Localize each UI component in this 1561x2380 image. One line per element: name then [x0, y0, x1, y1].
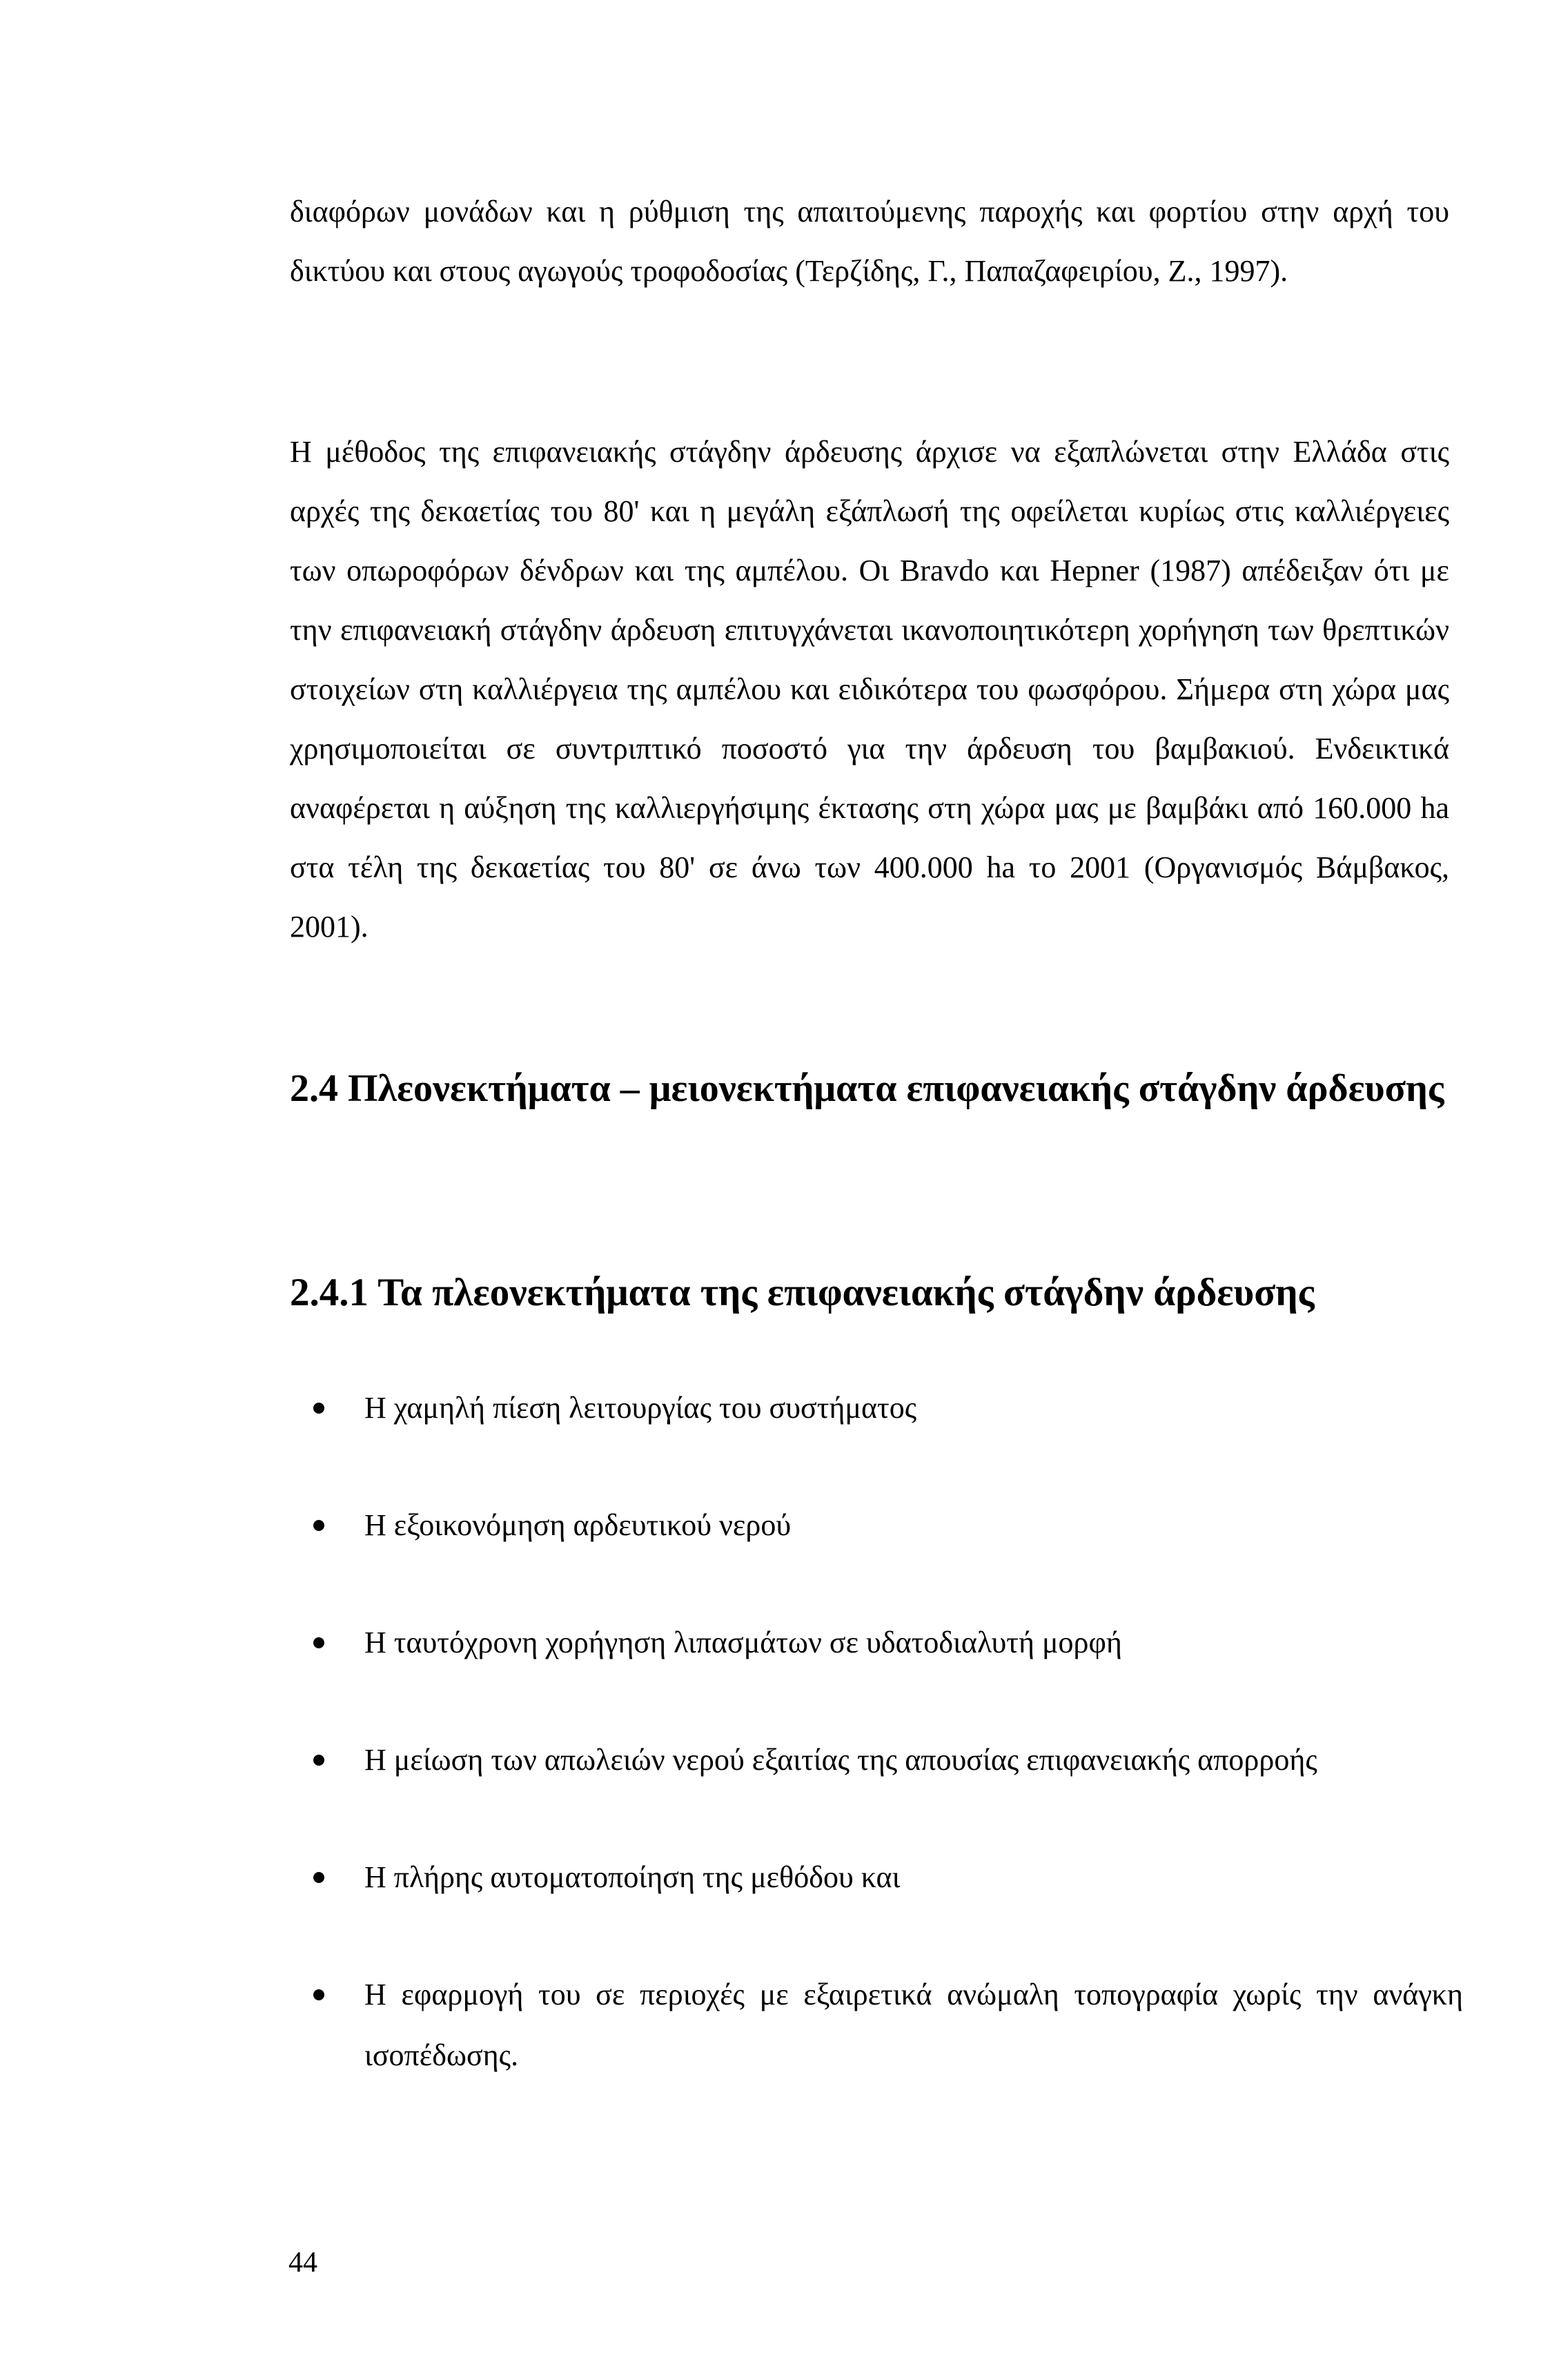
list-item-text: Η μείωση των απωλειών νερού εξαιτίας της απουσίας επιφανειακής απορροής [364, 1743, 1317, 1777]
bullet-icon [313, 1755, 324, 1766]
list-item-text: Η χαμηλή πίεση λειτουργίας του συστήματος [364, 1391, 917, 1425]
advantages-list [290, 1378, 1463, 2086]
list-item-text: Η ταυτόχρονη χορήγηση λιπασμάτων σε υδατοδιαλυτή μορφή [364, 1626, 1122, 1659]
page-number: 44 [288, 2247, 317, 2279]
bullet-icon [313, 1989, 324, 2000]
bullet-icon [313, 1872, 324, 1883]
bullet-icon [313, 1403, 324, 1414]
list-item-text: Η πλήρης αυτοματοποίηση της μεθόδου και [364, 1860, 901, 1894]
list-item [290, 1495, 1463, 1556]
body-paragraph-drip-irrigation-history: Η μέθοδος της επιφανειακής στάγδην άρδευσης άρχισε να εξαπλώνεται στην Ελλάδα στις αρχές της δεκαετίας του 80' και η μεγάλη εξάπλωσή της οφείλεται κυρίως στις καλλιέργειες των οπωροφόρων δένδρων και της αμπέλου. Οι Bravdo και Hepner (1987) απέδειξαν ότι με την επιφανειακή στάγδην άρδευση επιτυγχάνεται ικανοποιητικότερη χορήγηση των θρεπτικών στοιχείων στη καλλιέργεια της αμπέλου και ειδικότερα του φωσφόρου. Σήμερα στη χώρα μας χρησιμοποιείται σε συντριπτικό ποσοστό για την άρδευση του βαμβακιού. Ενδεικτικά αναφέρεται η αύξηση της καλλιεργήσιμης έκτασης στη χώρα μας με βαμβάκι από 160.000 ha στα τέλη της δεκαετίας του 80' σε άνω των 400.000 ha το 2001 (Οργανισμός Βάμβακος, 2001). [290, 435, 1449, 944]
body-paragraph-continuation: διαφόρων μονάδων και η ρύθμιση της απαιτούμενης παροχής και φορτίου στην αρχή του δικτύου και στους αγωγούς τροφοδοσίας (Τερζίδης, Γ., Παπαζαφειρίου, Ζ., 1997). [290, 195, 1449, 288]
list-item [290, 1847, 1463, 1908]
list-item [290, 1378, 1463, 1438]
list-item [290, 1730, 1463, 1791]
list-item-text: Η εξοικονόμηση αρδευτικού νερού [364, 1508, 792, 1542]
subsection-heading: 2.4.1 Τα πλεονεκτήματα της επιφανειακής στάγδην άρδευσης [290, 1271, 1315, 1314]
bullet-icon [313, 1520, 324, 1531]
list-item [290, 1964, 1463, 2086]
section-heading: 2.4 Πλεονεκτήματα – μειονεκτήματα επιφανειακής στάγδην άρδευσης [290, 1067, 1444, 1110]
bullet-icon [313, 1637, 324, 1648]
list-item-text: Η εφαρμογή του σε περιοχές με εξαιρετικά ανώμαλη τοπογραφία χωρίς την ανάγκη ισοπέδωσης. [364, 1978, 1463, 2072]
list-item [290, 1612, 1463, 1673]
